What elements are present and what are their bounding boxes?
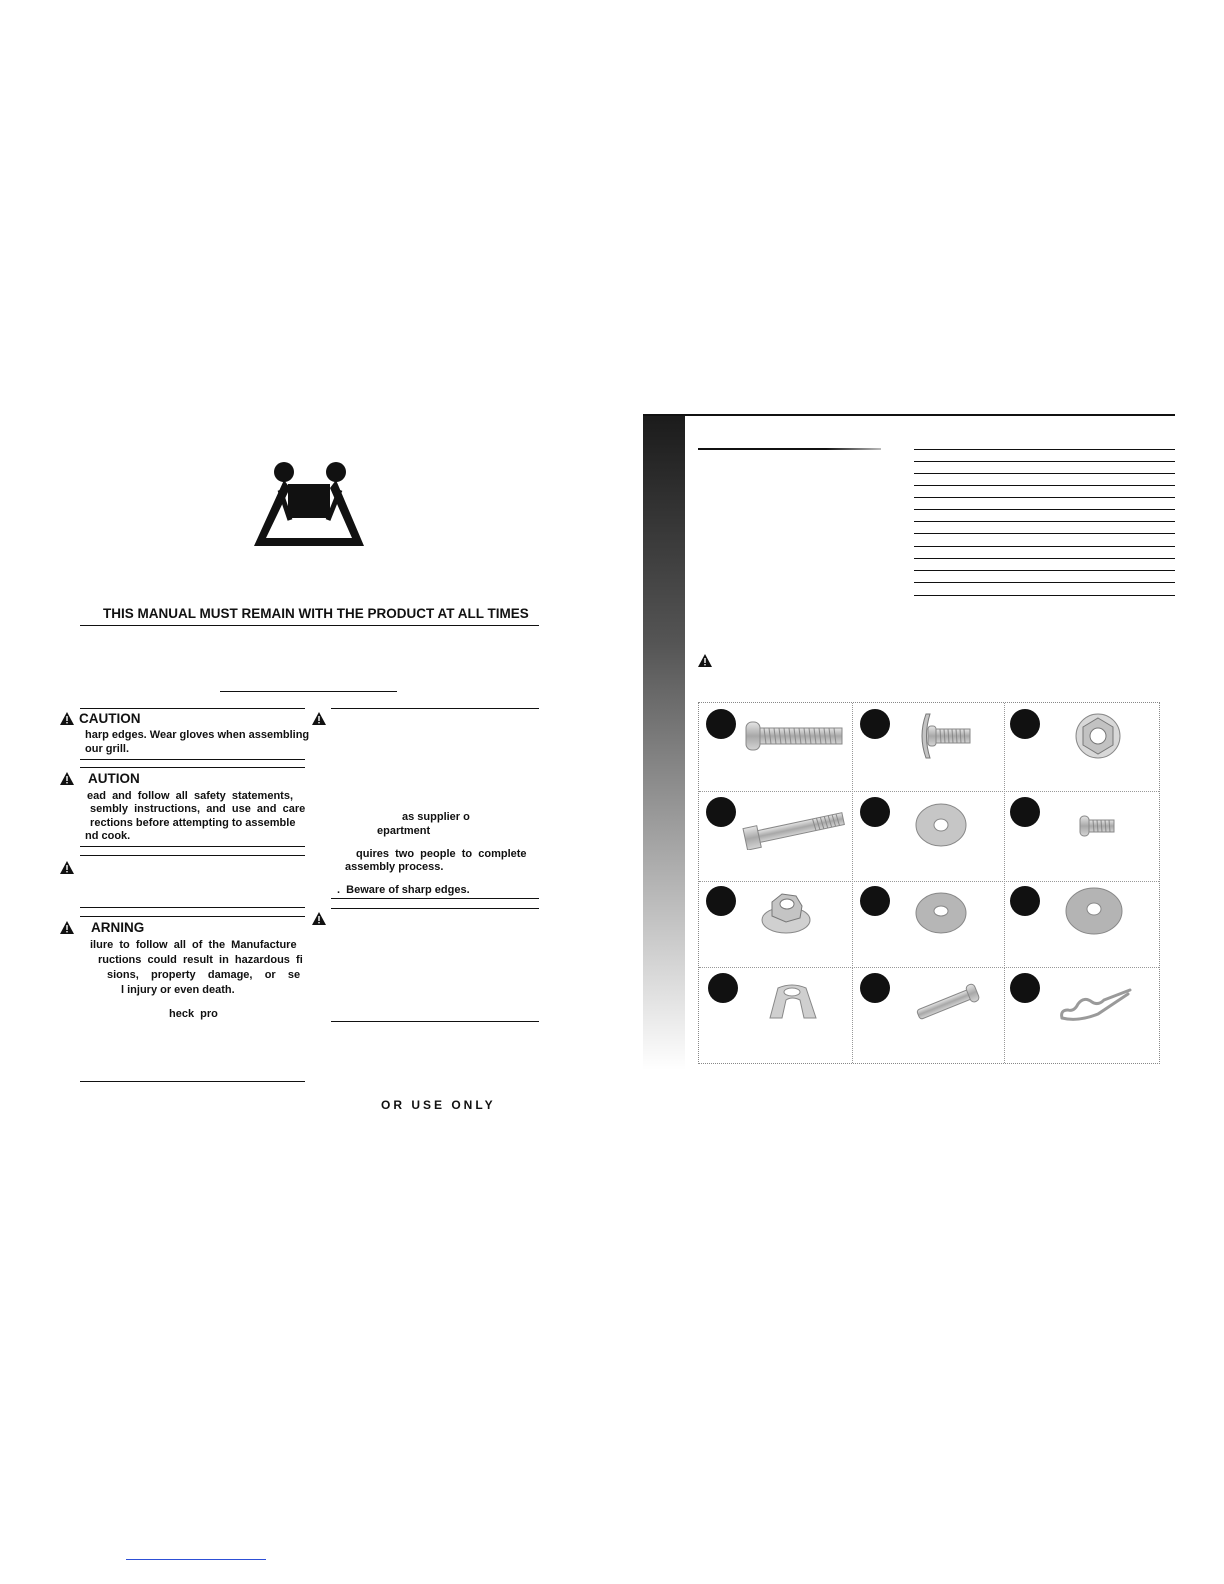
two-people-line: assembly process. bbox=[345, 861, 444, 873]
page-top-rule bbox=[643, 414, 1175, 416]
page-side-bar bbox=[643, 415, 685, 1070]
hex-nut-icon bbox=[1074, 712, 1122, 760]
two-person-lift-icon bbox=[250, 460, 368, 550]
warning-heading: ARNING bbox=[91, 920, 145, 935]
clip-nut-icon bbox=[762, 982, 824, 1022]
divider bbox=[80, 916, 305, 917]
sharp-edges-line: . Beware of sharp edges. bbox=[337, 884, 470, 896]
part-number-badge bbox=[1010, 797, 1040, 827]
part-number-badge bbox=[860, 709, 890, 739]
large-washer-icon bbox=[1064, 886, 1124, 936]
divider bbox=[331, 1021, 539, 1022]
warning-triangle-icon bbox=[312, 912, 326, 925]
warning-text-line: heck pro bbox=[169, 1008, 218, 1020]
part-number-badge bbox=[860, 886, 890, 916]
section-title-rule bbox=[698, 448, 881, 450]
part-number-badge bbox=[706, 797, 736, 827]
clevis-pin-icon bbox=[910, 982, 986, 1024]
part-number-badge bbox=[708, 973, 738, 1003]
warning-text-line: ilure to follow all of the Manufacture bbox=[90, 939, 297, 951]
caution-heading: AUTION bbox=[88, 771, 140, 786]
part-number-badge bbox=[860, 797, 890, 827]
warning-triangle-icon bbox=[60, 921, 74, 934]
part-number-badge bbox=[860, 973, 890, 1003]
part-number-badge bbox=[1010, 709, 1040, 739]
short-screw-icon bbox=[1078, 812, 1116, 840]
divider bbox=[80, 907, 305, 908]
warning-triangle-icon bbox=[698, 654, 712, 667]
flat-washer-icon bbox=[914, 802, 968, 848]
caution-text-line: our grill. bbox=[85, 743, 129, 755]
part-number-badge bbox=[1010, 973, 1040, 1003]
part-number-badge bbox=[706, 709, 736, 739]
link-underline bbox=[126, 1559, 266, 1560]
divider bbox=[331, 908, 539, 909]
divider bbox=[80, 855, 305, 856]
divider bbox=[331, 898, 539, 899]
hex-bolt-icon bbox=[742, 806, 846, 850]
warning-triangle-icon bbox=[60, 712, 74, 725]
caution-text-line: rections before attempting to assemble bbox=[87, 817, 296, 829]
two-people-line: quires two people to complete bbox=[356, 848, 527, 860]
r-clip-icon bbox=[1058, 986, 1134, 1026]
supplier-line: as supplier o bbox=[402, 811, 470, 823]
warning-text-line: ructions could result in hazardous fi bbox=[98, 954, 303, 966]
caution-text-line: nd cook. bbox=[85, 830, 131, 842]
warning-text-line: sions, property damage, or se bbox=[107, 969, 301, 981]
page-footer: OR USE ONLY bbox=[381, 1098, 496, 1112]
department-line: epartment bbox=[377, 825, 431, 837]
short-underline bbox=[220, 691, 397, 692]
divider bbox=[80, 846, 305, 847]
part-number-badge bbox=[706, 886, 736, 916]
warning-triangle-icon bbox=[312, 712, 326, 725]
warning-text-line: l injury or even death. bbox=[121, 984, 235, 996]
warning-triangle-icon bbox=[60, 772, 74, 785]
divider bbox=[80, 759, 305, 760]
flat-washer-icon bbox=[914, 890, 968, 936]
screw-with-washer-icon bbox=[916, 712, 972, 760]
part-number-badge bbox=[1010, 886, 1040, 916]
flange-nut-icon bbox=[760, 888, 812, 936]
warning-triangle-icon bbox=[60, 861, 74, 874]
caution-heading: CAUTION bbox=[79, 711, 141, 726]
caution-text-line: sembly instructions, and use and care bbox=[87, 803, 306, 815]
notice-rule bbox=[80, 625, 539, 626]
machine-screw-icon bbox=[744, 716, 844, 756]
divider bbox=[80, 708, 305, 709]
caution-text-line: harp edges. Wear gloves when assembling bbox=[85, 729, 310, 741]
divider bbox=[80, 1081, 305, 1082]
manual-notice: THIS MANUAL MUST REMAIN WITH THE PRODUCT AT ALL TIMES bbox=[103, 606, 529, 621]
caution-text-line: ead and follow all safety statements, bbox=[87, 790, 294, 802]
divider bbox=[80, 767, 305, 768]
divider bbox=[331, 708, 539, 709]
